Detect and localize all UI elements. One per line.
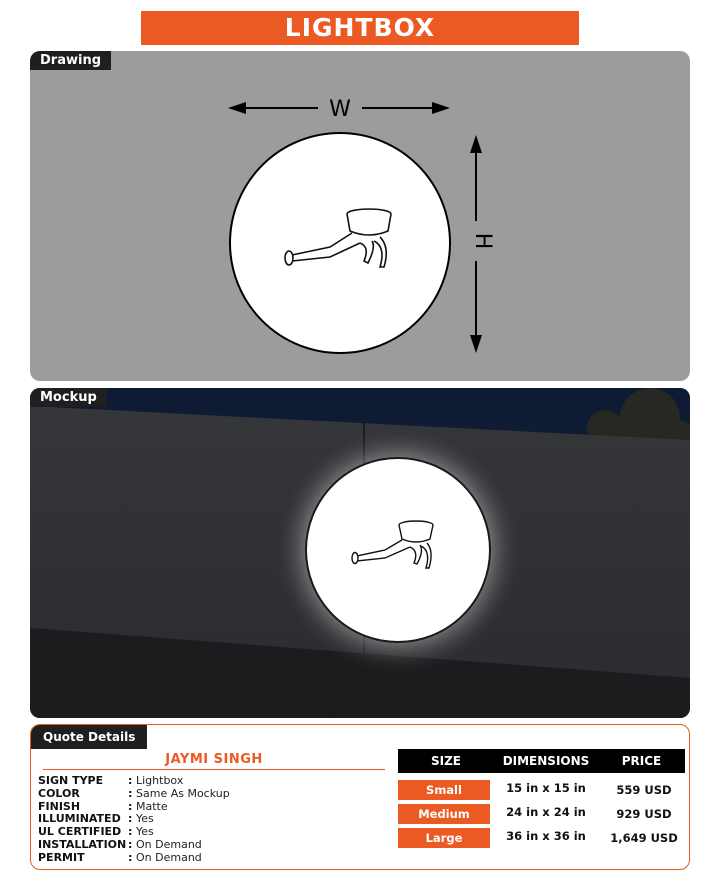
drawing-panel (30, 51, 690, 381)
mockup-photo (30, 388, 690, 718)
price-row-large (398, 828, 685, 848)
dimensions-small: 15 in x 15 in (506, 781, 586, 795)
quote-details-label: Quote Details (31, 725, 147, 749)
drawing-illustration (30, 51, 690, 381)
drawing-label: Drawing (30, 51, 111, 70)
price-row-medium (398, 804, 685, 824)
width-arrow-right-head (432, 102, 450, 114)
mockup-label: Mockup (30, 388, 107, 407)
height-arrow-bottom-head (470, 335, 482, 353)
price-row-small (398, 780, 685, 800)
detail-row-ul-certified: UL CERTIFIED : Yes (38, 825, 154, 839)
sign-details-list (38, 775, 230, 865)
price-small: 559 USD (616, 783, 672, 797)
height-arrow-top-head (470, 135, 482, 153)
dimensions-large: 36 in x 36 in (506, 829, 586, 843)
header-price: PRICE (621, 754, 662, 768)
price-table-header (398, 749, 685, 773)
price-medium: 929 USD (616, 807, 672, 821)
width-arrow-left-head (228, 102, 246, 114)
customer-name: JAYMI SINGH (43, 752, 385, 770)
detail-row-color: COLOR : Same As Mockup (38, 786, 230, 800)
quote-details-panel (30, 724, 690, 870)
price-large: 1,649 USD (610, 831, 678, 845)
dimensions-medium: 24 in x 24 in (506, 805, 586, 819)
detail-row-permit: PERMIT : On Demand (38, 850, 202, 864)
header-dimensions: DIMENSIONS (502, 754, 590, 768)
width-label: W (329, 97, 351, 122)
detail-row-illuminated: ILLUMINATED : Yes (38, 812, 154, 826)
page-title: LIGHTBOX (141, 11, 579, 45)
size-button-large[interactable]: Large (398, 828, 490, 848)
detail-row-sign-type: SIGN TYPE : Lightbox (38, 774, 184, 787)
detail-row-installation: INSTALLATION : On Demand (38, 837, 202, 851)
mockup-panel (30, 388, 690, 718)
height-label: H (470, 232, 495, 250)
detail-row-finish: FINISH : Matte (38, 799, 168, 813)
size-button-small[interactable]: Small (398, 780, 490, 800)
size-button-medium[interactable]: Medium (398, 804, 490, 824)
header-size: SIZE (430, 754, 461, 768)
